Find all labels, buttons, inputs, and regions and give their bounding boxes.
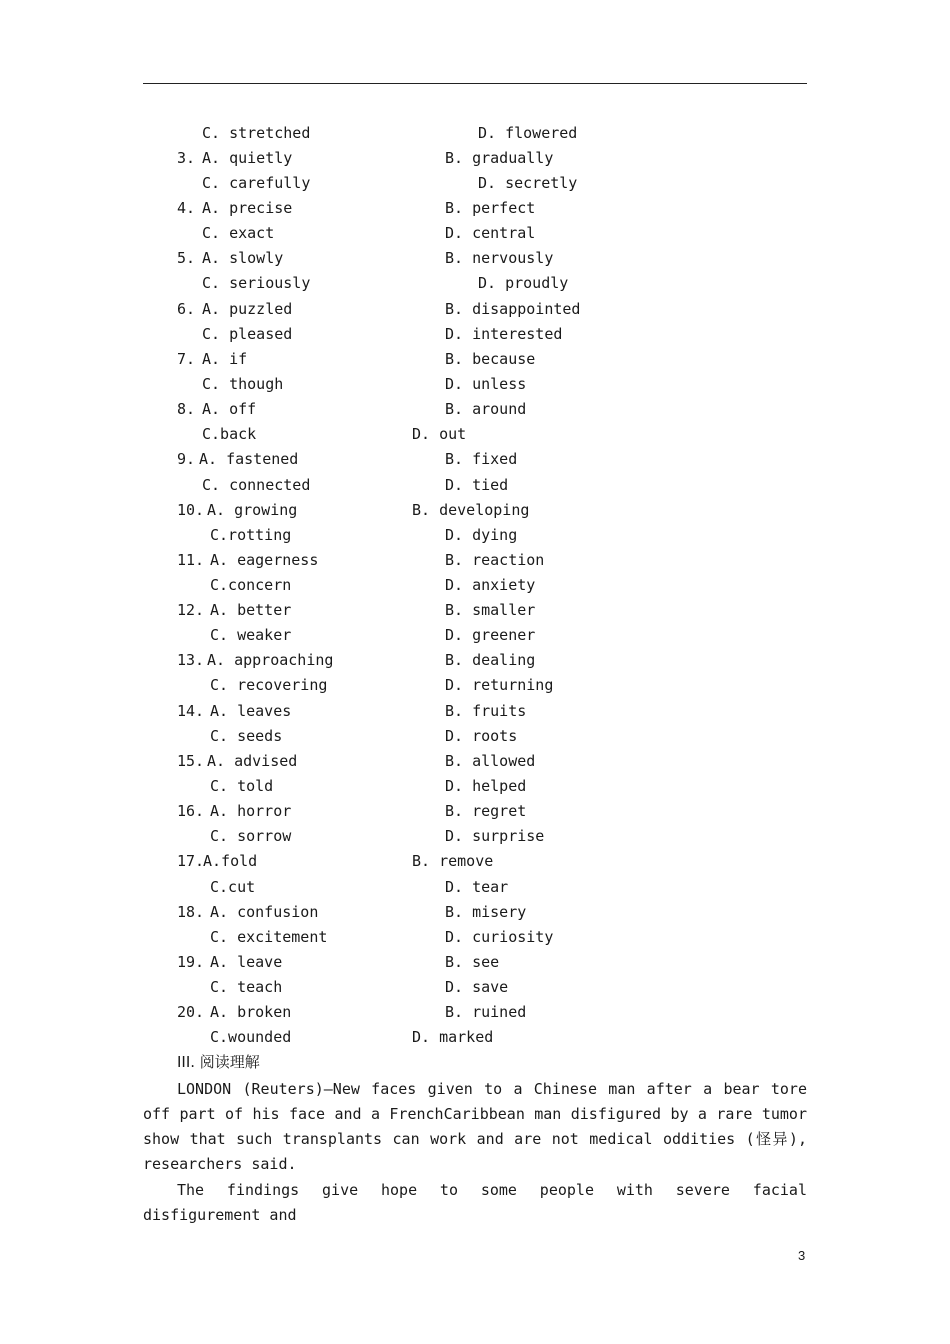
option-left: A. advised — [207, 752, 298, 770]
option-right: B. disappointed — [445, 300, 581, 318]
option-left: A. leaves — [210, 702, 292, 720]
option-left: C. weaker — [210, 626, 292, 644]
header-rule — [143, 83, 807, 84]
option-left: C.cut — [210, 878, 256, 896]
option-right: B. smaller — [445, 601, 536, 619]
question-number: 4. — [177, 199, 196, 217]
option-left: C.back — [202, 425, 257, 443]
page-number: 3 — [798, 1248, 806, 1263]
option-right: D. tied — [445, 476, 509, 494]
option-left: C. exact — [202, 224, 275, 242]
option-left: C. seriously — [202, 274, 311, 292]
option-left: C. sorrow — [210, 827, 292, 845]
option-right: B. because — [445, 350, 536, 368]
question-number: 15. — [177, 752, 205, 770]
option-left: A. horror — [210, 802, 292, 820]
question-number: 9. — [177, 450, 196, 468]
option-right: B. regret — [445, 802, 527, 820]
reading-paragraph: LONDON (Reuters)—New faces given to a Chinese man after a bear tore off part of his face and a FrenchCaribbean man disfigured by a rare tumor show that such transplants can work and are not medical oddities (怪异), researchers said. — [143, 1080, 807, 1173]
option-right: D. tear — [445, 878, 509, 896]
question-number: 12. — [177, 601, 205, 619]
question-number: 7. — [177, 350, 196, 368]
option-right: B. misery — [445, 903, 527, 921]
option-right: D. central — [445, 224, 536, 242]
option-right: B. allowed — [445, 752, 536, 770]
question-number: 16. — [177, 802, 205, 820]
option-left: A. quietly — [202, 149, 293, 167]
option-left: C. though — [202, 375, 284, 393]
question-number: 18. — [177, 903, 205, 921]
question-number: 10. — [177, 501, 205, 519]
option-right: D. returning — [445, 676, 554, 694]
option-left: C. connected — [202, 476, 311, 494]
option-right: B. remove — [412, 852, 494, 870]
option-left: C. teach — [210, 978, 283, 996]
option-right: D. roots — [445, 727, 518, 745]
option-right: D. save — [445, 978, 509, 996]
option-right: D. dying — [445, 526, 518, 544]
option-right: B. perfect — [445, 199, 536, 217]
option-left: A. precise — [202, 199, 293, 217]
option-right: D. out — [412, 425, 467, 443]
question-number: 19. — [177, 953, 205, 971]
section-heading: III. 阅读理解 — [177, 1053, 260, 1071]
question-number: 17. — [177, 852, 205, 870]
option-right: B. around — [445, 400, 527, 418]
option-left: A. eagerness — [210, 551, 319, 569]
option-left: A. if — [202, 350, 248, 368]
option-right: B. nervously — [445, 249, 554, 267]
option-left: C. recovering — [210, 676, 328, 694]
option-right: B. ruined — [445, 1003, 527, 1021]
question-number: 6. — [177, 300, 196, 318]
option-right: D. proudly — [478, 274, 569, 292]
option-left: C. told — [210, 777, 274, 795]
option-right: D. interested — [445, 325, 563, 343]
option-right: D. unless — [445, 375, 527, 393]
option-left: C. pleased — [202, 325, 293, 343]
option-left: C. stretched — [202, 124, 311, 142]
question-number: 5. — [177, 249, 196, 267]
question-number: 14. — [177, 702, 205, 720]
question-number: 3. — [177, 149, 196, 167]
question-number: 8. — [177, 400, 196, 418]
option-left: C.concern — [210, 576, 292, 594]
option-right: B. dealing — [445, 651, 536, 669]
option-left: C. carefully — [202, 174, 311, 192]
option-right: D. secretly — [478, 174, 578, 192]
option-right: D. curiosity — [445, 928, 554, 946]
option-left: C. seeds — [210, 727, 283, 745]
option-left: A. better — [210, 601, 292, 619]
option-left: C.wounded — [210, 1028, 292, 1046]
option-left: C.rotting — [210, 526, 292, 544]
option-right: B. gradually — [445, 149, 554, 167]
option-right: D. helped — [445, 777, 527, 795]
option-left: A.fold — [203, 852, 258, 870]
option-left: A. broken — [210, 1003, 292, 1021]
option-left: A. off — [202, 400, 257, 418]
option-right: D. marked — [412, 1028, 494, 1046]
question-number: 20. — [177, 1003, 205, 1021]
option-left: A. puzzled — [202, 300, 293, 318]
option-left: C. excitement — [210, 928, 328, 946]
option-right: D. surprise — [445, 827, 545, 845]
question-number: 11. — [177, 551, 205, 569]
option-left: A. slowly — [202, 249, 284, 267]
option-left: A. approaching — [207, 651, 334, 669]
option-right: D. anxiety — [445, 576, 536, 594]
option-left: A. leave — [210, 953, 283, 971]
option-left: A. confusion — [210, 903, 319, 921]
option-right: B. fixed — [445, 450, 518, 468]
option-right: B. fruits — [445, 702, 527, 720]
option-left: A. fastened — [199, 450, 299, 468]
option-right: B. see — [445, 953, 500, 971]
reading-paragraph: The findings give hope to some people with severe facial disfigurement and — [143, 1181, 807, 1224]
option-right: B. reaction — [445, 551, 545, 569]
option-right: B. developing — [412, 501, 530, 519]
question-number: 13. — [177, 651, 205, 669]
option-right: D. greener — [445, 626, 536, 644]
option-right: D. flowered — [478, 124, 578, 142]
option-left: A. growing — [207, 501, 298, 519]
